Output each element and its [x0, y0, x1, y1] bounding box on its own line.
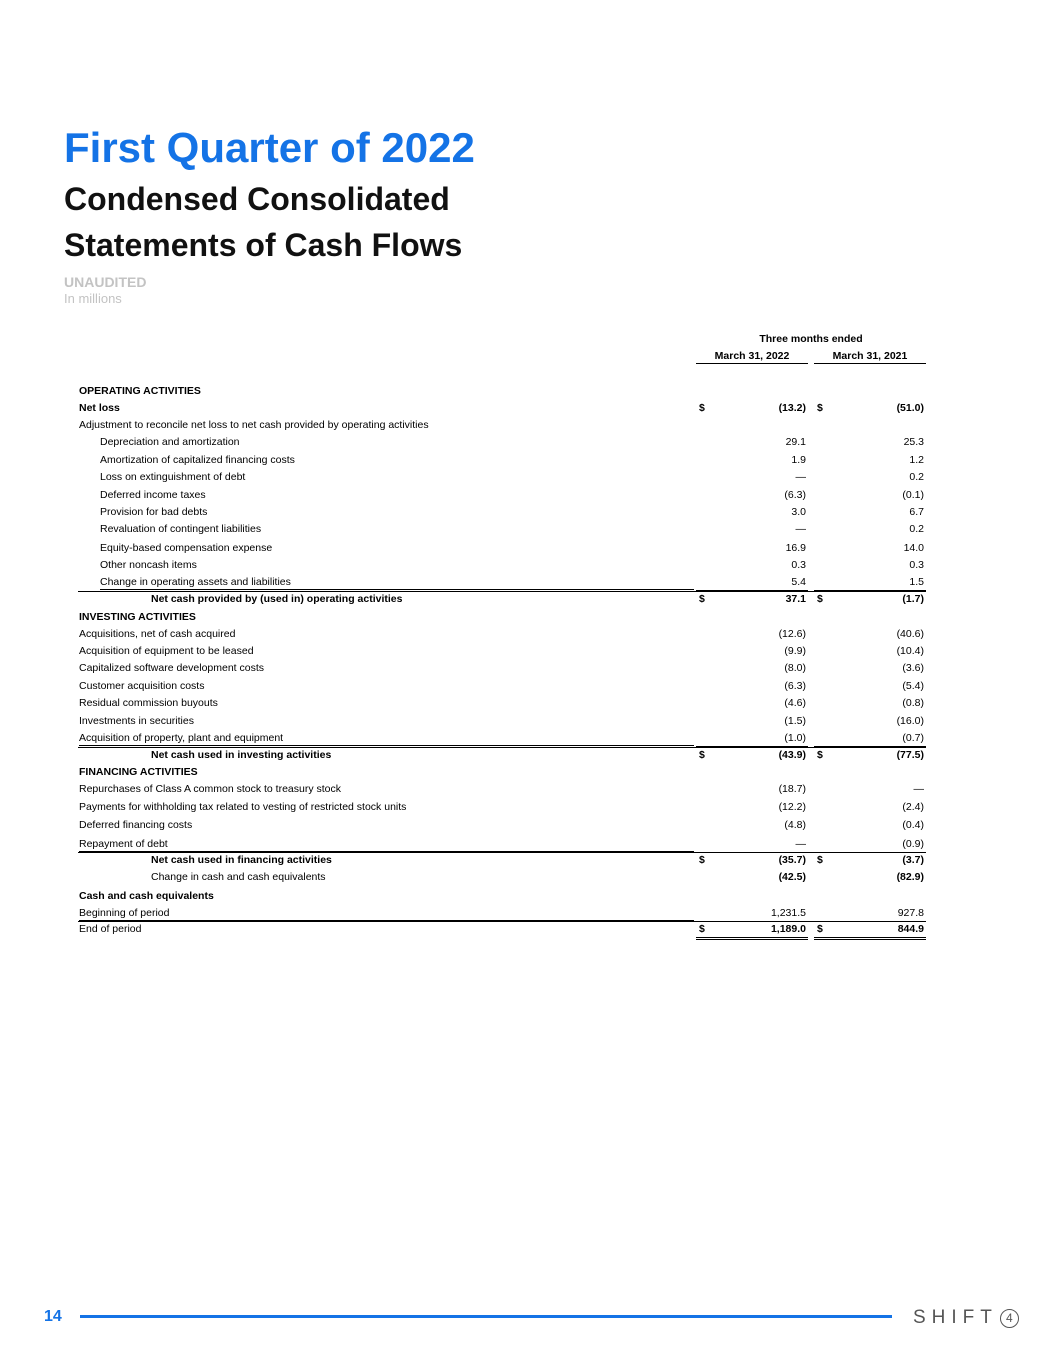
amount: (4.8): [784, 819, 806, 831]
row-label: Customer acquisition costs: [79, 680, 205, 692]
value-cell-2021: [814, 541, 926, 556]
shift4-logo: [913, 1305, 1019, 1331]
page-number: 14: [44, 1308, 62, 1325]
currency-symbol: $: [817, 402, 823, 414]
value-cell-2022: [696, 731, 808, 747]
amount: 14.0: [903, 542, 924, 554]
value-cell-2021: [814, 870, 926, 885]
amount: (1.7): [902, 593, 924, 605]
value-cell-2022: [696, 575, 808, 591]
value-cell-2021: [814, 401, 926, 416]
row-label: Net cash provided by (used in) operating activities: [151, 593, 403, 605]
currency-symbol: $: [699, 402, 705, 414]
table-row: [78, 522, 926, 537]
value-cell-2022: [696, 401, 808, 416]
table-row: [78, 696, 926, 711]
amount: 927.8: [897, 907, 924, 919]
value-cell-2022: [696, 488, 808, 503]
value-cell-2022: [696, 853, 808, 868]
value-cell-2022: [696, 661, 808, 676]
amount: (0.4): [902, 819, 924, 831]
row-label: Net loss: [79, 402, 120, 414]
table-row: [78, 575, 926, 590]
amount: (8.0): [784, 662, 806, 674]
amount: 1.5: [909, 576, 924, 588]
row-label: Revaluation of contingent liabilities: [100, 523, 262, 535]
currency-symbol: $: [817, 854, 823, 866]
column-group-header: Three months ended: [759, 333, 863, 345]
table-row: [78, 627, 926, 642]
value-cell-2022: [696, 541, 808, 556]
value-cell-2022: [696, 837, 808, 853]
value-cell-2022: [696, 505, 808, 520]
value-cell-2022: [696, 453, 808, 468]
table-row: [78, 558, 926, 573]
row-label: OPERATING ACTIVITIES: [79, 385, 201, 397]
table-row: [78, 714, 926, 729]
value-cell-2021: [814, 696, 926, 711]
currency-symbol: $: [817, 749, 823, 761]
amount: (0.7): [902, 732, 924, 744]
table-row: [78, 870, 926, 885]
amount: —: [795, 838, 806, 850]
amount: 0.3: [909, 559, 924, 571]
row-label: Net cash used in financing activities: [151, 854, 332, 866]
units-label: In millions: [64, 291, 122, 306]
amount: (77.5): [896, 749, 924, 761]
currency-symbol: $: [817, 923, 823, 935]
value-cell-2022: [696, 592, 808, 607]
table-row: [78, 765, 926, 780]
amount: 1,231.5: [770, 907, 806, 919]
table-row: [78, 401, 926, 416]
amount: —: [795, 523, 806, 535]
value-cell-2021: [814, 627, 926, 642]
value-cell-2021: [814, 488, 926, 503]
value-cell-2022: [696, 470, 808, 485]
amount: (40.6): [896, 628, 924, 640]
value-cell-2022: [696, 800, 808, 815]
amount: 3.0: [791, 506, 806, 518]
value-cell-2022: [696, 922, 808, 940]
value-cell-2022: [696, 435, 808, 450]
table-row: [78, 541, 926, 556]
row-label: Acquisitions, net of cash acquired: [79, 628, 236, 640]
row-label: FINANCING ACTIVITIES: [79, 766, 198, 778]
amount: 25.3: [903, 436, 924, 448]
value-cell-2022: [696, 870, 808, 885]
value-cell-2021: [814, 644, 926, 659]
table-row: [78, 800, 926, 815]
amount: —: [913, 783, 924, 795]
row-label: Net cash used in investing activities: [151, 749, 332, 761]
row-label: Repurchases of Class A common stock to treasury stock: [79, 783, 342, 795]
logo-mark-icon: 4: [1000, 1309, 1019, 1328]
currency-symbol: $: [699, 593, 705, 605]
table-row: [78, 470, 926, 485]
row-label: End of period: [79, 923, 142, 935]
table-row: [78, 418, 926, 433]
table-row: [78, 644, 926, 659]
row-label: Payments for withholding tax related to vesting of restricted stock units: [79, 801, 407, 813]
value-cell-2021: [814, 906, 926, 922]
table-row: [78, 679, 926, 694]
table-row: [78, 591, 926, 607]
row-label: Provision for bad debts: [100, 506, 208, 518]
logo-text: SHIFT: [913, 1307, 998, 1328]
amount: 0.2: [909, 523, 924, 535]
row-label: Residual commission buyouts: [79, 697, 218, 709]
value-cell-2021: [814, 453, 926, 468]
table-row: [78, 505, 926, 520]
value-cell-2021: [814, 800, 926, 815]
row-label: Change in operating assets and liabilities: [100, 575, 694, 590]
amount: 844.9: [897, 923, 924, 935]
row-label: Amortization of capitalized financing costs: [100, 454, 295, 466]
amount: 1,189.0: [770, 923, 806, 935]
unaudited-label: UNAUDITED: [64, 274, 147, 290]
amount: 5.4: [791, 576, 806, 588]
amount: 0.3: [791, 559, 806, 571]
value-cell-2021: [814, 522, 926, 537]
value-cell-2021: [814, 782, 926, 797]
amount: 1.2: [909, 454, 924, 466]
amount: 0.2: [909, 471, 924, 483]
value-cell-2022: [696, 522, 808, 537]
row-label: Depreciation and amortization: [100, 436, 240, 448]
amount: (18.7): [778, 783, 806, 795]
row-label: Investments in securities: [79, 715, 194, 727]
table-row: [78, 782, 926, 797]
row-label: Other noncash items: [100, 559, 197, 571]
amount: (35.7): [778, 854, 806, 866]
value-cell-2021: [814, 748, 926, 763]
currency-symbol: $: [817, 593, 823, 605]
row-label: Capitalized software development costs: [79, 662, 265, 674]
amount: (1.0): [784, 732, 806, 744]
amount: (5.4): [902, 680, 924, 692]
row-label: Beginning of period: [79, 906, 694, 921]
currency-symbol: $: [699, 749, 705, 761]
amount: (10.4): [896, 645, 924, 657]
value-cell-2022: [696, 558, 808, 573]
value-cell-2022: [696, 748, 808, 763]
amount: (82.9): [896, 871, 924, 883]
page-subtitle: Condensed Consolidated Statements of Cash Flows: [64, 181, 463, 263]
table-row: [78, 837, 926, 852]
amount: (51.0): [896, 402, 924, 414]
table-row: [78, 661, 926, 676]
value-cell-2021: [814, 818, 926, 833]
amount: 29.1: [785, 436, 806, 448]
value-cell-2021: [814, 714, 926, 729]
row-label: Equity-based compensation expense: [100, 542, 273, 554]
column-header-2022: March 31, 2022: [696, 350, 808, 364]
value-cell-2022: [696, 818, 808, 833]
row-label: Repayment of debt: [79, 837, 694, 852]
value-cell-2021: [814, 731, 926, 747]
table-row: [78, 889, 926, 904]
value-cell-2021: [814, 558, 926, 573]
value-cell-2022: [696, 644, 808, 659]
amount: (0.9): [902, 838, 924, 850]
amount: (0.8): [902, 697, 924, 709]
amount: (3.7): [902, 854, 924, 866]
row-label: Acquisition of equipment to be leased: [79, 645, 254, 657]
table-row: [78, 435, 926, 450]
amount: (12.6): [778, 628, 806, 640]
table-row: [78, 488, 926, 503]
amount: (6.3): [784, 489, 806, 501]
amount: 16.9: [785, 542, 806, 554]
row-label: Adjustment to reconcile net loss to net cash provided by operating activities: [79, 419, 429, 431]
row-label: Change in cash and cash equivalents: [151, 871, 326, 883]
table-row: [78, 747, 926, 763]
value-cell-2021: [814, 853, 926, 868]
page-title: First Quarter of 2022: [64, 124, 475, 171]
row-label: Loss on extinguishment of debt: [100, 471, 246, 483]
table-row: [78, 921, 926, 937]
row-label: Deferred income taxes: [100, 489, 206, 501]
table-row: [78, 818, 926, 833]
row-label: INVESTING ACTIVITIES: [79, 611, 196, 623]
amount: (9.9): [784, 645, 806, 657]
amount: (43.9): [778, 749, 806, 761]
table-row: [78, 384, 926, 399]
row-label: Acquisition of property, plant and equipment: [79, 731, 694, 746]
amount: (3.6): [902, 662, 924, 674]
amount: (42.5): [778, 871, 806, 883]
footer-rule: [80, 1315, 892, 1318]
amount: (16.0): [896, 715, 924, 727]
value-cell-2022: [696, 782, 808, 797]
table-row: [78, 852, 926, 868]
row-label: Cash and cash equivalents: [79, 890, 214, 902]
value-cell-2021: [814, 470, 926, 485]
value-cell-2021: [814, 505, 926, 520]
amount: (13.2): [778, 402, 806, 414]
column-header-2021: March 31, 2021: [814, 350, 926, 364]
value-cell-2022: [696, 679, 808, 694]
value-cell-2022: [696, 696, 808, 711]
table-row: [78, 610, 926, 625]
amount: (0.1): [902, 489, 924, 501]
table-row: [78, 731, 926, 746]
amount: 1.9: [791, 454, 806, 466]
value-cell-2022: [696, 627, 808, 642]
currency-symbol: $: [699, 854, 705, 866]
value-cell-2021: [814, 922, 926, 940]
amount: (2.4): [902, 801, 924, 813]
value-cell-2021: [814, 837, 926, 853]
amount: 37.1: [785, 593, 806, 605]
amount: 6.7: [909, 506, 924, 518]
value-cell-2021: [814, 575, 926, 591]
value-cell-2022: [696, 714, 808, 729]
amount: —: [795, 471, 806, 483]
amount: (1.5): [784, 715, 806, 727]
amount: (6.3): [784, 680, 806, 692]
value-cell-2021: [814, 435, 926, 450]
amount: (12.2): [778, 801, 806, 813]
value-cell-2022: [696, 906, 808, 922]
currency-symbol: $: [699, 923, 705, 935]
amount: (4.6): [784, 697, 806, 709]
value-cell-2021: [814, 592, 926, 607]
value-cell-2021: [814, 679, 926, 694]
table-row: [78, 453, 926, 468]
row-label: Deferred financing costs: [79, 819, 193, 831]
value-cell-2021: [814, 661, 926, 676]
table-row: [78, 906, 926, 921]
